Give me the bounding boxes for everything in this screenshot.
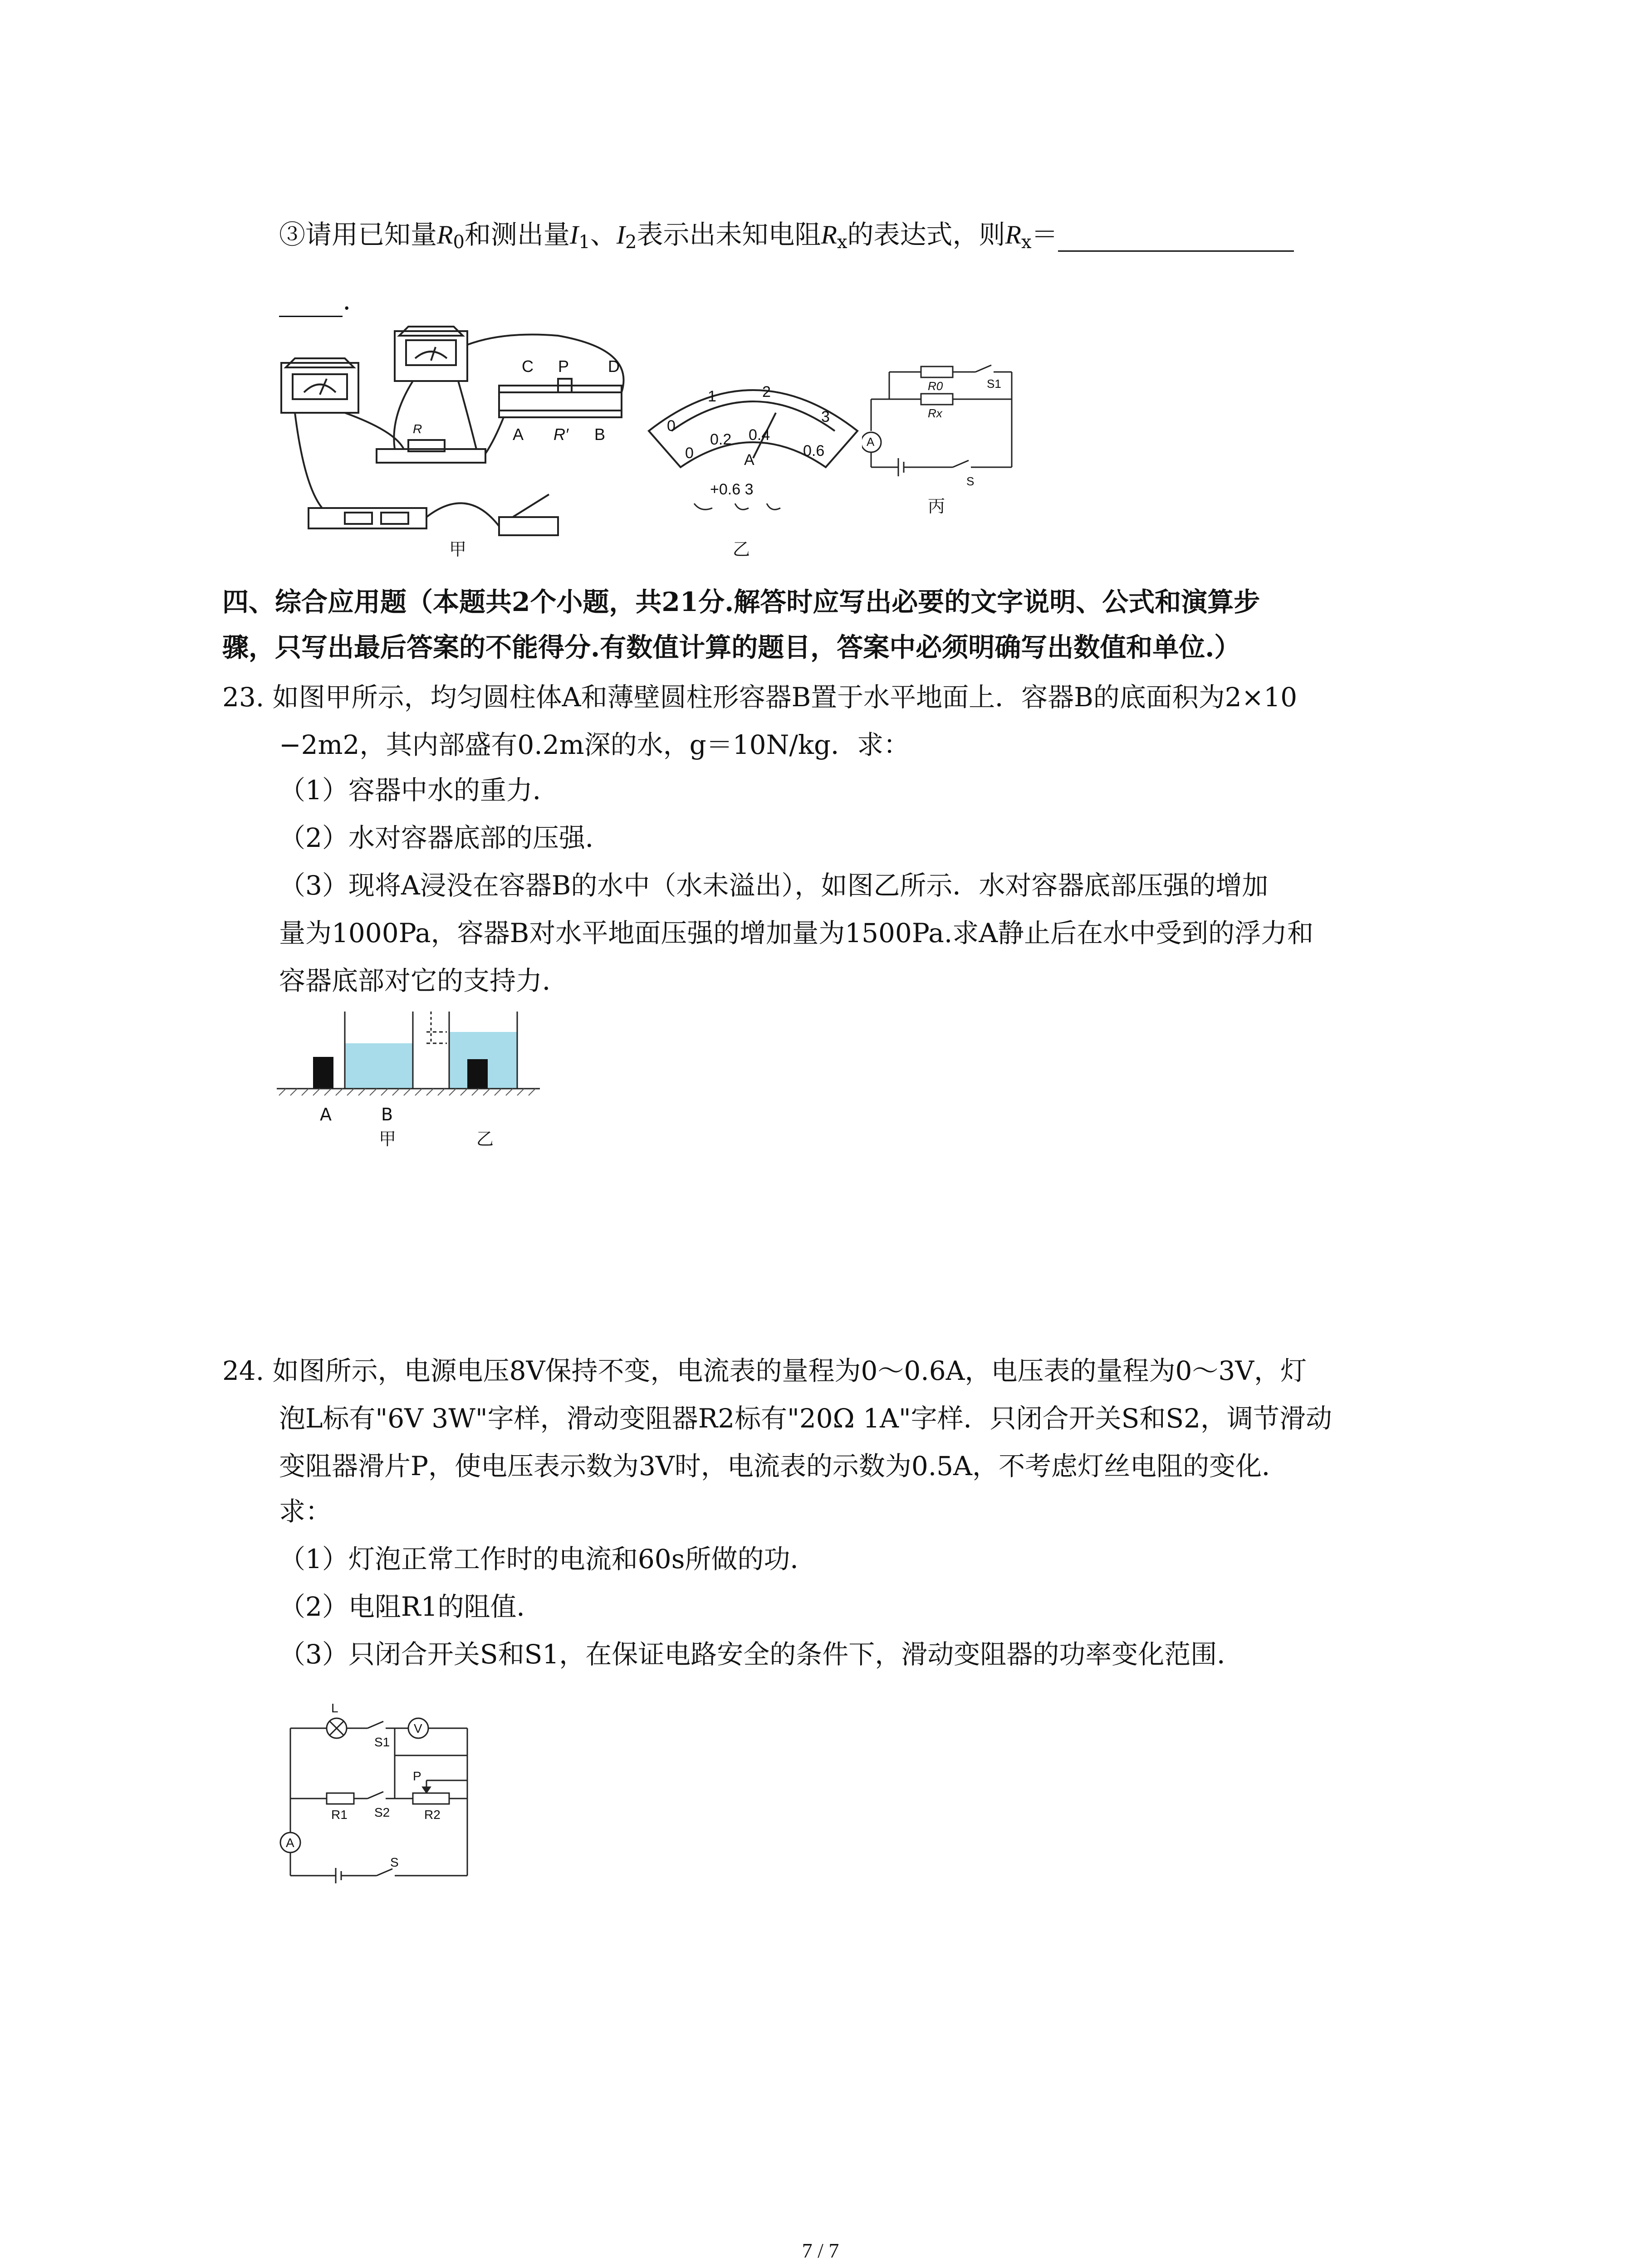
- figure-caption-yi: 乙: [476, 1129, 494, 1149]
- q24-line4: 求：: [279, 1496, 332, 1527]
- section-heading-line2: 骤，只写出最后答案的不能得分.有数值计算的题目，答案中必须明确写出数值和单位.）: [222, 632, 1241, 663]
- resistor-rx: [921, 394, 953, 405]
- page-number: 7 / 7: [802, 2239, 839, 2262]
- resistor-r0: [921, 367, 953, 377]
- q23-subq3-line3: 容器底部对它的支持力．: [279, 965, 569, 996]
- period: .: [343, 285, 351, 316]
- q23-line2: −2m2，其内部盛有0.2m深的水，g＝10N/kg．求：: [279, 729, 910, 760]
- i2-sub: 2: [625, 232, 637, 253]
- label-p: P: [558, 357, 569, 376]
- equals-sign: ＝: [1031, 219, 1058, 250]
- cylinder-a: [313, 1057, 333, 1089]
- q24-line3: 变阻器滑片P，使电压表示数为3V时，电流表的示数为0.5A，不考虑灯丝电阻的变化．: [279, 1451, 1288, 1481]
- rx-sub: x: [1021, 232, 1032, 253]
- containers-figure: [277, 1012, 549, 1102]
- label-a: A: [286, 1836, 294, 1850]
- label-a: A: [320, 1105, 332, 1124]
- svg-text:1: 1: [708, 388, 716, 405]
- knife-switch: [499, 517, 558, 535]
- svg-text:A: A: [744, 451, 754, 469]
- q24-subq2: （2）电阻R1的阻值．: [279, 1591, 543, 1622]
- label-v: V: [414, 1721, 422, 1735]
- label-l: L: [331, 1701, 338, 1715]
- label-s1: S1: [374, 1735, 390, 1749]
- label-b: B: [594, 425, 606, 444]
- svg-text:0: 0: [685, 445, 694, 462]
- label-r1: R1: [331, 1808, 348, 1822]
- q22-text: 表示出未知电阻: [637, 219, 821, 250]
- q24-line1: 24. 如图所示，电源电压8V保持不变，电流表的量程为0～0.6A，电压表的量程为0～3V，灯: [222, 1355, 1307, 1386]
- svg-text:0.6: 0.6: [803, 442, 825, 459]
- svg-text:0.2: 0.2: [710, 431, 732, 448]
- label-a: A: [513, 425, 524, 444]
- label-rx: Rx: [928, 406, 942, 420]
- answer-blank[interactable]: [1058, 226, 1294, 252]
- figure-caption-bing: 丙: [928, 496, 945, 516]
- q23-line1: 23. 如图甲所示，均匀圆柱体A和薄壁圆柱形容器B置于水平地面上．容器B的底面积为2×10: [222, 682, 1298, 713]
- q22-text: 和测出量: [464, 219, 570, 250]
- i1-sub: 1: [578, 232, 590, 253]
- q24-subq3: （3）只闭合开关S和S1，在保证电路安全的条件下，滑动变阻器的功率变化范围．: [279, 1639, 1244, 1670]
- svg-text:+0.6 3: +0.6 3: [710, 481, 754, 498]
- circuit-apparatus-figure: [277, 313, 631, 549]
- q22-part3-line: [279, 218, 1294, 252]
- svg-text:2: 2: [762, 383, 771, 401]
- q24-subq1: （1）灯泡正常工作时的电流和60s所做的功．: [279, 1544, 817, 1574]
- label-s: S: [966, 474, 975, 488]
- ammeter-scale-figure: [640, 363, 867, 531]
- rheostat-r2: [413, 1793, 449, 1804]
- q22-text: ③请用已知量: [279, 219, 437, 250]
- q23-subq3-line1: （3）现将A浸没在容器B的水中（水未溢出），如图乙所示．水对容器底部压强的增加: [279, 870, 1269, 901]
- rheostat: [499, 386, 622, 417]
- svg-text:3: 3: [821, 408, 830, 425]
- rx-symbol: R: [821, 220, 837, 249]
- q23-subq3-line2: 量为1000Pa，容器B对水平地面压强的增加量为1500Pa.求A静止后在水中受到的浮力和: [279, 918, 1314, 948]
- figure-caption-jia: 甲: [449, 539, 467, 559]
- section-heading-line1: 四、综合应用题（本题共2个小题，共21分.解答时应写出必要的文字说明、公式和演算步: [222, 587, 1260, 617]
- q22-text: 的表达式，则: [847, 219, 1005, 250]
- circuit-diagram-q24: [277, 1696, 485, 1896]
- label-r: R: [413, 422, 422, 436]
- i1-symbol: I: [569, 220, 579, 249]
- label-s1: S1: [987, 377, 1001, 391]
- svg-text:0: 0: [667, 417, 676, 435]
- figure-caption-yi: 乙: [733, 539, 750, 559]
- label-b: B: [381, 1105, 393, 1124]
- water-jia: [345, 1043, 413, 1089]
- i2-symbol: I: [616, 220, 626, 249]
- label-s2: S2: [374, 1805, 390, 1819]
- label-s: S: [390, 1855, 399, 1869]
- resistor-r1: [327, 1793, 354, 1804]
- q23-subq1: （1）容器中水的重力．: [279, 775, 559, 806]
- r0-symbol: R: [437, 220, 453, 249]
- label-p: P: [413, 1769, 421, 1783]
- circuit-diagram-bing: [862, 354, 1025, 494]
- q22-blank-line: [279, 284, 351, 317]
- label-a: A: [867, 435, 875, 449]
- label-d: D: [608, 357, 620, 376]
- label-c: C: [522, 357, 534, 376]
- label-r2: R2: [424, 1808, 441, 1822]
- svg-text:0.4: 0.4: [749, 426, 770, 444]
- cylinder-a-submerged: [467, 1059, 488, 1089]
- rx-symbol: R: [1005, 220, 1021, 249]
- q22-text: 、: [590, 219, 617, 250]
- r0-sub: 0: [453, 232, 465, 253]
- rx-sub: x: [837, 232, 847, 253]
- figure-caption-jia: 甲: [379, 1129, 397, 1149]
- q24-line2: 泡L标有"6V 3W"字样，滑动变阻器R2标有"20Ω 1A"字样．只闭合开关S和S2，调节滑动: [279, 1403, 1332, 1434]
- label-r0: R0: [928, 379, 943, 393]
- label-r-prime: R′: [554, 425, 568, 444]
- q23-subq2: （2）水对容器底部的压强．: [279, 822, 612, 853]
